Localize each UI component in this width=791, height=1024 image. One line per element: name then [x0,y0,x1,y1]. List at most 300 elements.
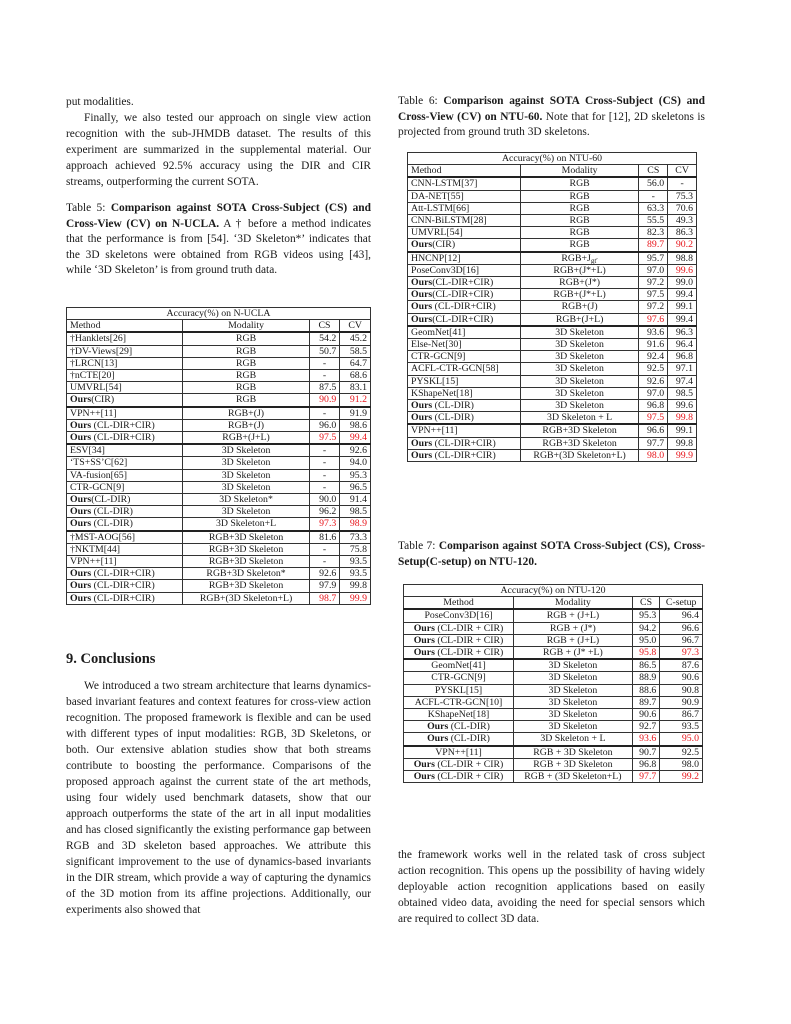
table-row [404,622,703,634]
method-variant: (CL-DIR) [448,733,490,745]
table-row [404,696,703,708]
cs-cell: 82.3 [639,227,668,239]
method-variant: (CL-DIR + CIR) [434,771,504,783]
cv-cell: 99.8 [668,437,697,449]
modality-cell [183,481,309,493]
cs-cell: 92.4 [639,351,668,363]
table5-caption: Table 5: Comparison against SOTA Cross-Subject (CS) and Cross-View (CV) on N-UCLA. A † before a method indicates that the performance is from [54]. ‘3D Skeleton*’ indicates that the 3D skeletons were obtained from RGB videos using [43], while ‘3D Skeleton’ is from ground truth data. [66,202,371,276]
method-cell: PoseConv3D[16] [408,264,521,276]
table-row [408,202,697,214]
table-row [67,345,371,357]
table-row [408,351,697,363]
method-cell: CNN-LSTM[37] [408,177,521,190]
table-row [408,277,697,289]
cs-cell: 98.0 [639,449,668,461]
cv-cell: 45.2 [340,332,371,345]
cv-cell: 87.6 [660,659,703,672]
table-row [408,339,697,351]
cs-cell: 93.6 [632,733,660,746]
modality-text: 3D Skeleton [555,375,604,387]
cs-cell: 90.6 [632,709,660,721]
modality-text: RGB [569,239,590,251]
method-ours: Ours [70,494,92,506]
method-cell: PYSKL[15] [408,375,521,387]
method-cell [404,622,514,634]
modality-text: RGB [235,333,257,345]
cv-cell: 99.0 [668,277,697,289]
modality-text: RGB+(3D Skeleton+L) [533,449,626,461]
modality-text: RGB [235,357,257,369]
table-header-row [67,320,371,333]
modality-text: 3D Skeleton+L [215,518,277,530]
method-cell [67,419,183,431]
method-cell: VPN++[11] [67,556,183,568]
modality-text: 3D Skeleton [221,469,271,481]
method-variant: (CL-DIR+CIR) [432,313,494,325]
modality-text: RGB + (J+L) [546,610,600,622]
method-cell: †LRCN[13] [67,357,183,369]
table-row [67,407,371,420]
modality-text: RGB [235,382,257,394]
modality-text: RGB+3D Skeleton [208,580,284,592]
cv-cell: 90.9 [660,696,703,708]
table-row [67,444,371,457]
cv-cell: 91.2 [340,394,371,407]
cv-cell: 58.5 [340,345,371,357]
cs-cell: 90.9 [309,394,340,407]
cv-cell: 90.8 [660,684,703,696]
cv-cell: 99.8 [668,412,697,425]
modality-text: 3D Skeleton [221,457,271,469]
column-header: C-setup [660,597,703,610]
modality-cell [514,709,633,721]
method-cell [404,771,514,783]
modality-cell [183,494,309,506]
table-row [67,518,371,531]
closing-paragraph: the framework works well in the related task of cross subject action recognition. This opens up the possibility of having widely deployable action recognition applications based on easily obtained video data, avoiding the need for special sensors which are required to collect 3D data. [398,849,705,925]
cs-cell: - [309,481,340,493]
modality-text: RGB [569,202,590,214]
modality-text: 3D Skeleton [548,696,598,708]
modality-cell [183,568,309,580]
modality-cell [183,457,309,469]
table5-container [66,307,371,605]
method-cell [67,394,183,407]
method-ours: Ours [411,400,433,412]
cv-cell: 96.4 [660,609,703,622]
table-row [408,412,697,425]
method-ours: Ours [413,771,435,783]
table-title-row [67,308,371,320]
cv-cell: 86.3 [668,227,697,239]
modality-text: 3D Skeleton [555,326,604,338]
modality-cell [514,696,633,708]
table-row [404,771,703,783]
method-cell: VPN++[11] [408,424,521,437]
cs-cell: 86.5 [632,659,660,672]
method-cell [404,647,514,660]
table6-caption: Table 6: Comparison against SOTA Cross-Subject (CS) and Cross-View (CV) on NTU-60. Note that for [12], 2D skeletons is projected from ground truth 3D skeletons. [398,95,705,138]
method-variant: (CL-DIR+CIR) [432,277,494,289]
method-variant: (CL-DIR+CIR) [432,301,496,313]
table-row [408,400,697,412]
cv-cell: 99.4 [668,313,697,326]
method-cell [404,758,514,770]
cs-cell: - [309,543,340,555]
modality-cell [183,370,309,382]
table-row [408,363,697,375]
modality-cell [520,437,639,449]
table-row [67,580,371,592]
method-cell: VPN++[11] [67,407,183,420]
method-cell: PYSKL[15] [404,684,514,696]
cs-cell: 92.6 [639,375,668,387]
modality-cell [514,758,633,770]
table-row [408,301,697,313]
method-cell: †NKTM[44] [67,543,183,555]
table-row [404,684,703,696]
table-row [67,506,371,518]
modality-cell [520,252,639,265]
method-variant: (CL-DIR+CIR) [432,437,496,449]
cv-cell: 64.7 [340,357,371,369]
cs-cell: - [309,457,340,469]
modality-text: RGB+3D Skeleton [208,543,284,555]
method-cell [67,494,183,506]
method-ours: Ours [70,592,92,604]
modality-text: 3D Skeleton [548,684,598,696]
cv-cell: 97.1 [668,363,697,375]
modality-cell [520,375,639,387]
method-cell: VA-fusion[65] [67,469,183,481]
cs-cell: 97.5 [639,412,668,425]
method-variant: (CL-DIR+CIR) [432,289,494,301]
cs-cell: 92.6 [309,568,340,580]
method-variant: (CIR) [91,394,115,406]
conclusions-paragraph: We introduced a two stream architecture that learns dynamics-based invariant features and context features for cross-view action recognition. The proposed framework is flexible and can be used with different types of input modalities: RGB, 3D Skeletons, or both. Our extensive ablation studies show that both streams contribute to boosting the performance. Comparisons of the proposed approach against the current state of the art methods, using four widely used benchmark datasets, show that our approach outperforms the state of the art in all input modalities and has closed significantly the existing performance gap between RGB and 3D skeleton based approaches. We attribute this significant improvement to the use of dynamics-based invariants in the DIR stream, which provide a way of capturing the dynamics of the 3D motion from its affine projections. Additionally, our experiments also showed that [66,680,371,916]
table-title-row [404,585,703,597]
column-header: Modality [183,320,309,333]
cs-cell: - [309,407,340,420]
table7 [403,584,703,783]
table-row [408,449,697,461]
method-ours: Ours [413,634,435,646]
method-cell: GeomNet[41] [408,326,521,339]
cv-cell: 99.4 [668,289,697,301]
cs-cell: 87.5 [309,382,340,394]
cs-cell: 90.7 [632,746,660,759]
modality-text: 3D Skeleton + L [547,412,613,424]
modality-cell [520,227,639,239]
cs-cell: 56.0 [639,177,668,190]
method-cell: †MST-AOG[56] [67,531,183,544]
table-row [408,177,697,190]
cv-cell: 98.6 [340,419,371,431]
cv-cell: 99.9 [668,449,697,461]
cv-cell: 96.7 [660,634,703,646]
table-row [67,592,371,604]
modality-cell [183,357,309,369]
cs-cell: 90.0 [309,494,340,506]
cv-cell: 95.3 [340,469,371,481]
modality-text: RGB+3D Skeleton [208,531,284,543]
modality-text: RGB+(J*+L) [553,264,606,276]
modality-cell [520,363,639,375]
method-cell [408,239,521,252]
cs-cell: 92.5 [639,363,668,375]
modality-text: RGB + (J* +L) [543,647,603,659]
cs-cell: 98.7 [309,592,340,604]
cv-cell: 90.6 [660,672,703,684]
cv-cell: 96.8 [668,351,697,363]
column-header: CS [639,165,668,178]
modality-cell [183,506,309,518]
table-row [408,252,697,265]
method-variant: (CL-DIR+CIR) [432,449,496,461]
column-header: CS [632,597,660,610]
cv-cell: 75.8 [340,543,371,555]
table-row [408,375,697,387]
table-row [404,709,703,721]
table7-caption: Table 7: Comparison against SOTA Cross-Subject (CS), Cross-Setup(C-setup) on NTU-120. [398,540,705,568]
table-row [67,419,371,431]
modality-cell [520,326,639,339]
method-ours: Ours [413,758,435,770]
cs-cell: 93.6 [639,326,668,339]
cs-cell: - [309,370,340,382]
modality-cell [514,733,633,746]
modality-text: RGB+(3D Skeleton+L) [199,592,293,604]
cv-cell: 94.0 [340,457,371,469]
cv-cell: 93.5 [660,721,703,733]
modality-cell [514,659,633,672]
table-row [404,746,703,759]
cs-cell: 95.3 [632,609,660,622]
modality-cell [520,387,639,399]
method-ours: Ours [411,449,433,461]
method-cell [408,400,521,412]
cv-cell: 86.7 [660,709,703,721]
method-cell [404,634,514,646]
column-header: Method [408,165,521,178]
modality-cell [514,672,633,684]
column-header: Modality [520,165,639,178]
cv-cell: 83.1 [340,382,371,394]
modality-text: RGB [569,227,590,239]
cv-cell: 99.4 [340,432,371,445]
cs-cell: 95.0 [632,634,660,646]
table-row [408,264,697,276]
table-title: Accuracy(%) on N-UCLA [67,308,371,320]
method-variant: (CL-DIR) [432,400,474,412]
intro-line-1: put modalities. [66,96,134,108]
modality-text: 3D Skeleton [548,721,598,733]
method-cell [67,432,183,445]
modality-cell [520,215,639,227]
cs-cell: 63.3 [639,202,668,214]
table6-container [407,152,697,462]
modality-text: 3D Skeleton [221,481,271,493]
cs-cell: 89.7 [639,239,668,252]
method-ours: Ours [70,419,92,431]
cs-cell: 92.7 [632,721,660,733]
cv-cell: 49.3 [668,215,697,227]
method-ours: Ours [70,394,92,406]
method-cell [408,301,521,313]
table-row [404,647,703,660]
modality-text: RGB+(J) [228,419,265,431]
modality-cell [520,289,639,301]
modality-cell [183,419,309,431]
table-row [404,659,703,672]
method-cell: GeomNet[41] [404,659,514,672]
table6 [407,152,697,462]
cs-cell: 50.7 [309,345,340,357]
method-variant: (CL-DIR+CIR) [91,419,155,431]
table-row [408,424,697,437]
cv-cell: 98.8 [668,252,697,265]
modality-text: RGB + (J*) [550,622,596,634]
cs-cell: 94.2 [632,622,660,634]
modality-text: RGB [569,190,590,202]
table-header-row [408,165,697,178]
cs-cell: 97.2 [639,277,668,289]
table-row [67,494,371,506]
cv-cell: 70.6 [668,202,697,214]
method-cell: ACFL-CTR-GCN[10] [404,696,514,708]
method-variant: (CL-DIR+CIR) [91,568,155,580]
cv-cell: 95.0 [660,733,703,746]
table-row [404,721,703,733]
intro-paragraph [66,94,371,190]
cv-cell: 92.5 [660,746,703,759]
table-row [404,609,703,622]
method-variant: (CL-DIR+CIR) [91,592,155,604]
modality-cell [183,394,309,407]
method-cell: Att-LSTM[66] [408,202,521,214]
cv-cell: 90.2 [668,239,697,252]
cv-cell: 96.5 [340,481,371,493]
method-cell: ‘TS+SS’C[62] [67,457,183,469]
method-ours: Ours [427,733,449,745]
method-cell [67,568,183,580]
modality-cell [183,407,309,420]
table-row [408,190,697,202]
cs-cell: 95.8 [632,647,660,660]
modality-text: RGB + 3D Skeleton [533,746,613,758]
method-cell [408,412,521,425]
method-variant: (CL-DIR+CIR) [91,432,155,444]
modality-cell [183,332,309,345]
modality-text: RGB [235,394,257,406]
cs-cell: 96.0 [309,419,340,431]
cs-cell: - [309,357,340,369]
modality-cell [183,444,309,457]
cv-cell: 99.1 [668,301,697,313]
modality-text: 3D Skeleton [548,709,598,721]
modality-cell [514,684,633,696]
table-title: Accuracy(%) on NTU-120 [404,585,703,597]
column-header: Method [404,597,514,610]
method-variant: (CL-DIR + CIR) [434,758,504,770]
method-cell: HNCNP[12] [408,252,521,265]
table-row [67,357,371,369]
modality-cell [520,400,639,412]
modality-cell [514,746,633,759]
modality-text: 3D Skeleton [548,660,598,672]
modality-text: RGB+(J*+L) [553,289,606,301]
modality-cell [520,449,639,461]
method-ours: Ours [413,647,435,659]
method-variant: (CL-DIR + CIR) [434,647,504,659]
table-row [404,634,703,646]
method-variant: (CIR) [432,239,456,251]
modality-cell [183,543,309,555]
table-row [404,758,703,770]
method-cell: PoseConv3D[16] [404,609,514,622]
method-ours: Ours [70,518,92,530]
cs-cell: 95.7 [639,252,668,265]
cv-cell: 99.9 [340,592,371,604]
modality-text: RGB [569,215,590,227]
table-row [408,289,697,301]
cv-cell: 93.5 [340,556,371,568]
modality-cell [183,531,309,544]
method-cell: UMVRL[54] [67,382,183,394]
modality-cell [520,424,639,437]
method-cell [408,449,521,461]
method-ours: Ours [70,506,92,518]
table-row [408,313,697,326]
cv-cell: 73.3 [340,531,371,544]
table-title-row [408,153,697,165]
modality-cell [183,345,309,357]
method-cell: DA-NET[55] [408,190,521,202]
table-row [67,568,371,580]
table-header-row [404,597,703,610]
modality-text: RGB + 3D Skeleton [533,758,613,770]
table-row [67,531,371,544]
table-row [67,432,371,445]
cs-cell: 97.9 [309,580,340,592]
cv-cell: 96.4 [668,339,697,351]
cv-cell: 91.4 [340,494,371,506]
conclusions-heading: 9. Conclusions [66,651,156,667]
method-cell: UMVRL[54] [408,227,521,239]
cs-cell: 97.6 [639,313,668,326]
method-cell [404,733,514,746]
modality-cell [520,264,639,276]
cv-cell: 98.0 [660,758,703,770]
method-cell [408,277,521,289]
method-cell: CNN-BiLSTM[28] [408,215,521,227]
method-ours: Ours [411,412,433,424]
method-ours: Ours [70,580,92,592]
method-cell [408,437,521,449]
modality-text: RGB+(J+L) [555,313,604,325]
modality-text: RGB+3D Skeleton [542,437,617,449]
cs-cell: 55.5 [639,215,668,227]
method-cell [67,518,183,531]
cs-cell: 96.2 [309,506,340,518]
modality-cell [514,622,633,634]
method-variant: (CL-DIR) [448,721,490,733]
column-header: Modality [514,597,633,610]
table-title: Accuracy(%) on NTU-60 [408,153,697,165]
method-variant: (CL-DIR + CIR) [434,634,504,646]
table-row [408,437,697,449]
table7-container [403,584,703,783]
